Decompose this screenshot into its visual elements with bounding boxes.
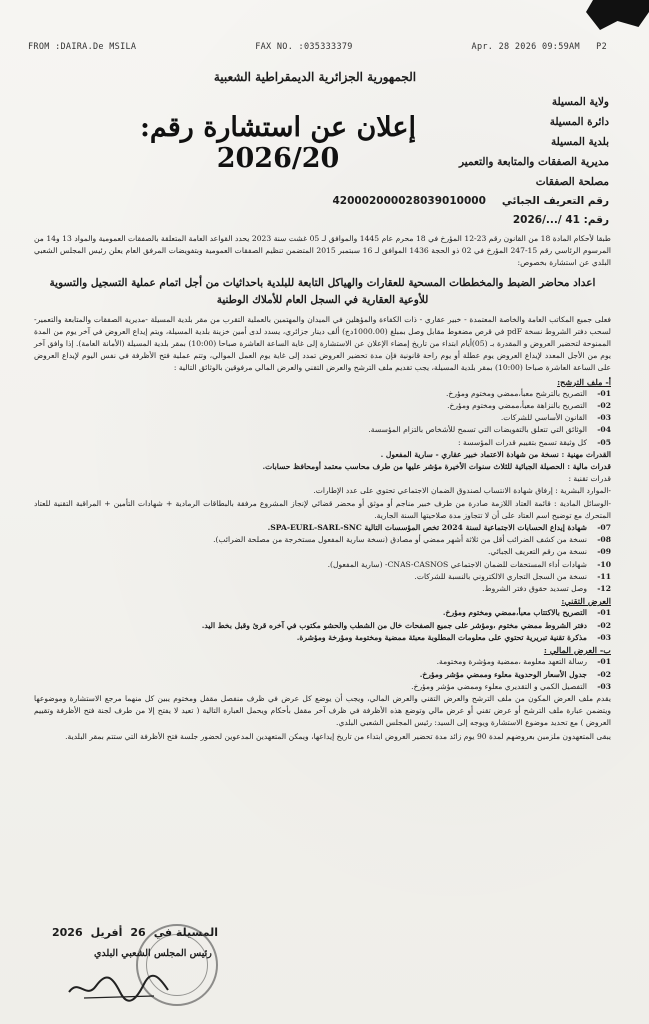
closing-paragraph: يبقى المتعهدون ملزمين بعروضهم لمدة 90 يوم زائد مدة تحضير العروض ابتداء من تاريخ إيداعها، ويمكن المتعهدين المدعوين لحضور جلسة فتح الأظرفة التي ستتم بمقر البلدية. [65, 731, 611, 741]
reference-line: رقم: 41 /.../2026 [512, 214, 609, 226]
signature-block [34, 918, 254, 1014]
item-number: 03- [597, 413, 611, 423]
handwritten-signature [64, 970, 174, 1004]
financial-heading: ب- العرض المالي : [543, 645, 611, 656]
date-place: المسيلة في [153, 926, 218, 939]
fax-page: P2 [596, 42, 607, 52]
admin-line: دائرة المسيلة [549, 116, 609, 128]
item-number: 07- [597, 523, 611, 533]
intro-paragraph: طبقا لأحكام المادة 18 من القانون رقم 23-12 المؤرخ في 18 محرم عام 1445 والموافق لـ 05 غشت سنة 2023 يحدد القواعد العامة المتعلقة بالصفقات العمومية والمواد 13 و14 من المرسوم الرئاسي رقم 15-247 المؤرخ في 02 ذو الحجة 1436 الموافق لـ 16 سبتمبر 2015 المتضمن تنظيم الصفقات العمومية وبتفويضات المرفق العام يعلن رئيس المجلس الشعبي البلدي عن استشارة بخصوص: [34, 234, 611, 268]
list-item [34, 400, 611, 412]
list-item [34, 669, 611, 681]
admin-line: ولاية المسيلة [551, 96, 609, 108]
item-number: 01- [597, 657, 611, 667]
item-number: 10- [597, 559, 611, 569]
item-number: 03- [597, 681, 611, 691]
admin-line: بلدية المسيلة [551, 136, 609, 148]
item-text: شهادة إيداع الحسابات الاجتماعية لسنة 2024 تخص المؤسسات التالية SPA-EURL-SARL-SNC. [267, 523, 587, 533]
closing-paragraph: يقدم ملف العرض المكون من ملف الترشح والعرض التقني والعرض المالي، ويجب أن يوضع كل عرض في ظرف منفصل مقفل ومختوم يبين كل منهما مرجع الاستشارة وموضوعها ويتضمن عبارة ملف الترشح أو عرض تقني أو عرض مالي وتوضع هذه الأظرفة في ظرف آخر مقفل بأحكام ويحمل العبارة التالية ( تعيد لا يفتح إلا من طرف لجنة فتح الأظرفة وتقييم العروض ) مع تحديد موضوع الاستشارة ويوجه إلى السيد: رئيس المجلس الشعبي البلدي. [34, 693, 611, 728]
date-day: 26 [130, 926, 146, 939]
republic-heading: الجمهورية الجزائرية الديمقراطية الشعبية [213, 70, 417, 84]
admin-block [409, 92, 609, 192]
item-number: 02- [597, 669, 611, 679]
fax-time: Apr. 28 2026 09:59AM [471, 42, 580, 52]
item-text: التفصيل الكمي و التقديري معلوء وممضي مؤشر ومؤرخ. [411, 681, 587, 691]
subject: اعداد محاضر الضبط والمخططات المسحية للعقارات والهياكل التابعة للبلدية باحداثيات من أجل اتمام عملية التسجيل والتسوية للأوعية العقارية في السجل العام للأملاك الوطنية [49, 276, 596, 306]
item-number: 08- [597, 535, 611, 545]
item-text: القانون الأساسي للشركات. [500, 413, 587, 423]
item-number: 11- [597, 571, 611, 581]
list-item [34, 583, 611, 595]
list-item [34, 571, 611, 583]
item-text: الوثائق التي تتعلق بالتفويضات التي تسمح للأشخاص بالتزام المؤسسة. [368, 425, 587, 435]
capacity-line: قدرات تقنية : [568, 474, 611, 484]
list-item [34, 546, 611, 558]
item-text: رسالة التعهد معلومة ،ممضية ومؤشرة ومختومة. [436, 657, 587, 667]
tax-id-label: رقم التعريف الجبائي [501, 195, 609, 207]
item-text: شهادات أداء المستحقات للضمان الاجتماعي CNAS-CASNOS- (سارية المفعول). [327, 559, 587, 569]
capacity-line: -الوسائل المادية : قائمة العتاد اللازمة صادرة من طرف خبير مناجم أو موثق أو محضر قضائي لإنجاز المشروع مرفقة بالبطاقات الرمادية + شهادات التأمين + المراقبة التقنية للعتاد المتحرك مع توضيح اسم العتاد على أن لا تتجاوز مدة صلاحيتها السنة الجارية. [34, 498, 611, 520]
item-text: نسخة من كشف الضرائب أقل من ثلاثة أشهر ممضي أو مصادق (نسخة سارية المفعول مستخرجة من مصلحة الضرائب). [213, 535, 587, 545]
list-item [34, 632, 611, 644]
announcement-body [34, 233, 611, 744]
list-item [34, 424, 611, 436]
fax-number: FAX NO. :035333379 [255, 42, 353, 52]
list-item [34, 656, 611, 668]
capacity-line: القدرات مهنية : نسخة من شهادة الاعتماد خبير عقاري - سارية المفعول . [380, 449, 611, 459]
list-item [34, 522, 611, 534]
item-number: 02- [597, 620, 611, 630]
admin-line: مديرية الصفقات والمتابعة والتعمير [459, 156, 609, 168]
tax-id-line [332, 195, 609, 207]
item-number: 02- [597, 401, 611, 411]
list-item [34, 437, 611, 449]
item-number: 09- [597, 547, 611, 557]
item-text: نسخة من السجل التجاري الالكتروني بالنسبة للشركات. [414, 571, 587, 581]
list-item [34, 388, 611, 400]
technical-heading: العرض التقني: [561, 596, 611, 607]
item-number: 12- [597, 584, 611, 594]
fax-timestamp [472, 42, 607, 52]
item-number: 05- [597, 437, 611, 447]
announcement-title: إعلان عن استشارة رقم: 2026/20 [139, 112, 417, 174]
signer-title: رئيس المجلس الشعبي البلدي [94, 948, 212, 959]
date-year: 2026 [52, 926, 83, 939]
item-text: وصل تسديد حقوق دفتر الشروط. [482, 584, 587, 594]
list-item [34, 534, 611, 546]
capacity-line: قدرات مالية : الحصيلة الجبائية للثلاث سنوات الأخيرة مؤشر عليها من طرف محاسب معتمد أومحافظ حسابات. [262, 462, 611, 472]
date-month: أفريل [90, 926, 123, 939]
list-item [34, 620, 611, 632]
item-number: 01- [597, 608, 611, 618]
item-text: نسخة من رقم التعريف الجبائي. [487, 547, 587, 557]
item-text: كل وثيقة تسمح بتقييم قدرات المؤسسة : [458, 437, 587, 447]
item-number: 03- [597, 632, 611, 642]
capacity-line: -الموارد البشرية : إرفاق شهادة الانتساب لصندوق الضمان الاجتماعي تحتوي على عدد الإطارات. [313, 486, 611, 496]
item-text: التصريح بالنزاهة معبأ،ممضي ومختوم ومؤرخ. [447, 401, 587, 411]
list-item [34, 559, 611, 571]
fax-header [28, 42, 607, 52]
torn-corner [579, 0, 649, 30]
admin-line: مصلحة الصفقات [535, 176, 609, 188]
list-item [34, 681, 611, 693]
body-paragraph: فعلى جميع المكاتب العامة والخاصة المعتمدة - خبير عقاري - ذات الكفاءة والمؤهلين في الميدان والمهتمين بالعملية التقرب من مقر بلدية المسيلة -مديرية الصفقات والمتابعة والتعمير- لسحب دفتر الشروط نسخة pdF في قرص مضغوط مقابل وصل بمبلغ (1000.00دج) ألف دينار جزائري، يسدد لدى أمين خزينة بلدية المسيلة، ويتم إيداع العروض في آخر يوم من المدة الممنوحة لتحضير العروض و المقدرة بـ (05)أيام ابتداء من تاريخ إمضاء الإعلان عن الاستشارة إلى غاية الساعة العاشرة صباحا (10:00) بمقر بلدية المسيلة (الأمانة العامة). إذا وافق آخر يوم من الأجل المعدد لإيداع العروض يوم عطلة أو يوم راحة قانونية فإن مدة تحضير العروض تمدد إلى غاية يوم العمل الموالي، وتتم عملية فتح الأظرفة في نفس اليوم لإيداع العروض على الساعة العاشرة صباحا (10:00) بمقر بلدية المسيلة، يجب تقديم ملف الترشح والعرض التقني والعرض المالي مرفوقين بالوثائق التالية : [34, 314, 611, 373]
list-item [34, 412, 611, 424]
candidacy-heading: أ- ملف الترشح: [557, 376, 611, 387]
tax-id-value: 420002000028039010000 [332, 195, 486, 207]
item-text: مذكرة تقنية تبريرية تحتوي على معلومات المطلوبة معبئة ممضية ومختومة ومؤرخة ومؤشرة. [296, 632, 587, 642]
fax-from: FROM :DAIRA.De MSILA [28, 42, 137, 52]
item-number: 04- [597, 425, 611, 435]
item-number: 01- [597, 388, 611, 398]
item-text: دفتر الشروط ممضي مختوم ،ومؤشر على جميع الصفحات خال من الشطب والحشو مكتوب في آخره قرئ وقبل بخط اليد. [201, 620, 587, 630]
list-item [34, 607, 611, 619]
item-text: التصريح بالترشح معبأ،ممضي ومختوم ومؤرخ. [446, 388, 587, 398]
item-text: التصريح بالاكتتاب معبأ،ممضي ومختوم ومؤرخ. [442, 608, 587, 618]
item-text: جدول الأسعار الوحدوية معلوء وممضي مؤشر ومؤرخ. [419, 669, 587, 679]
